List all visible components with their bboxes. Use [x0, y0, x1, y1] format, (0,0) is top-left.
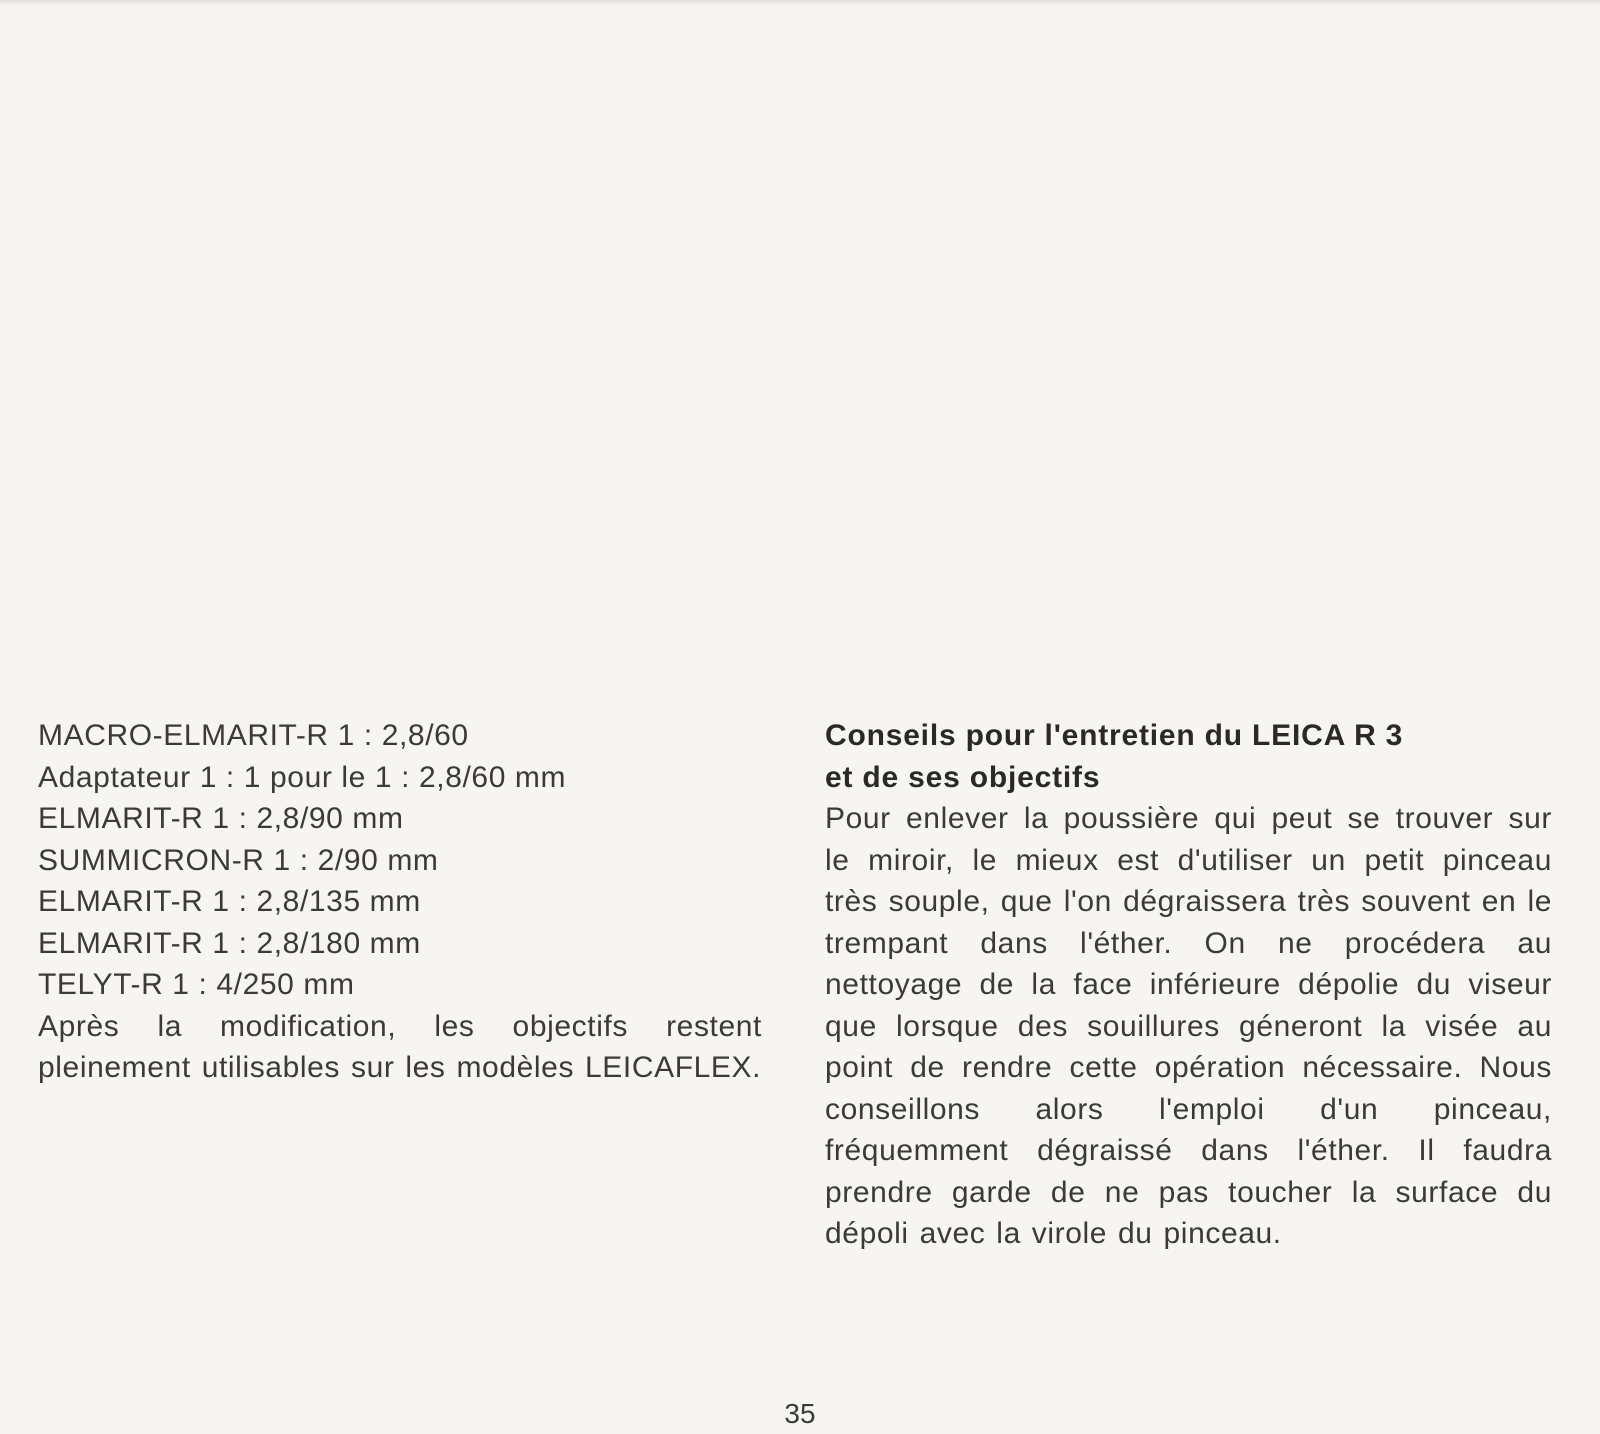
page-top-edge: [0, 0, 1600, 6]
page-number: 35: [784, 1398, 816, 1429]
section-heading-line: et de ses objectifs: [825, 760, 1101, 794]
maintenance-paragraph: Pour enlever la poussière qui peut se trouver sur le miroir, le mieux est d'utiliser un petit pinceau très souple, que l'on dégraissera très souvent en le trempant dans l'éther. On ne procédera au nettoyage de la face inférieure dépolie du viseur que lorsque des souillures géneront la visée au point de rendre cette opération nécessaire. Nous conseillons alors l'emploi d'un pinceau, fréquemment dégraissé dans l'éther. Il faudra prendre garde de ne pas toucher la surface du dépoli avec la virole du pinceau.: [825, 802, 1552, 1250]
lens-list-item: MACRO-ELMARIT-R 1 : 2,8/60: [38, 719, 469, 752]
section-heading-line: Conseils pour l'entretien du LEICA R 3: [825, 719, 1404, 752]
lens-list-item: ELMARIT-R 1 : 2,8/180 mm: [38, 926, 421, 960]
lens-list-item: ELMARIT-R 1 : 2,8/135 mm: [38, 885, 421, 918]
lens-list-item: TELYT-R 1 : 4/250 mm: [38, 968, 355, 1001]
left-column: [38, 715, 762, 1089]
modification-note: Après la modification, les objectifs restent pleinement utilisables sur les modèles LEICAFLEX.: [38, 1009, 762, 1084]
section-heading: [825, 715, 1552, 798]
lens-list-item: SUMMICRON-R 1 : 2/90 mm: [38, 843, 439, 877]
lens-list-item: Adaptateur 1 : 1 pour le 1 : 2,8/60 mm: [38, 760, 567, 794]
lens-list: [38, 715, 762, 1006]
lens-list-item: ELMARIT-R 1 : 2,8/90 mm: [38, 802, 404, 835]
right-column: [825, 715, 1552, 1255]
